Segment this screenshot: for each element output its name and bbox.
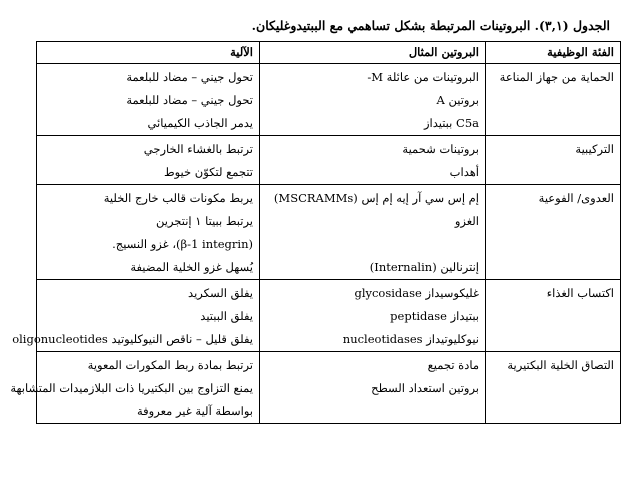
protein-text: إنترنالين (Internalin) xyxy=(369,260,479,274)
category-cell xyxy=(486,64,621,136)
protein-cell xyxy=(260,136,486,185)
protein-cell xyxy=(260,280,486,352)
mechanism-cell xyxy=(37,64,260,136)
protein-text: الغزو xyxy=(454,214,479,228)
mechanism-text: يُسهل غزو الخلية المضيفة xyxy=(130,260,253,274)
mechanism-text: يفلق السكريد xyxy=(188,286,253,300)
protein-text: بروتينات شحمية xyxy=(402,142,479,156)
table-row xyxy=(37,136,621,185)
table-caption: الجدول (٣,١). البروتينات المرتبطة بشكل تساهمي مع الببتيدوغليكان. xyxy=(251,18,610,33)
category-text: اكتساب الغذاء xyxy=(546,286,614,300)
mechanism-cell xyxy=(10,352,260,424)
protein-text: C5a ببتيداز xyxy=(423,116,479,130)
mechanism-text: تحول جيني – مضاد للبلعمة xyxy=(126,70,253,84)
protein-text: بروتين استعداد السطح xyxy=(371,381,479,395)
category-text: التركيبية xyxy=(575,142,614,156)
table-row xyxy=(37,64,621,136)
category-cell xyxy=(486,352,621,424)
category-text: الحماية من جهاز المناعة xyxy=(499,70,614,84)
table-row xyxy=(37,280,621,352)
mechanism-text: تتجمع لتكوّن خيوط xyxy=(163,165,253,179)
proteins-table xyxy=(10,41,621,424)
mechanism-cell xyxy=(37,136,260,185)
protein-text xyxy=(266,233,479,256)
protein-cell xyxy=(260,352,486,424)
protein-text: غليكوسيداز glycosidase xyxy=(354,286,479,300)
category-cell xyxy=(486,185,621,280)
table-header-row xyxy=(37,42,621,64)
category-text: العدوى/ الفوعية xyxy=(538,191,614,205)
protein-text: ببتيداز peptidase xyxy=(390,309,479,323)
protein-text: البروتينات من عائلة M- xyxy=(367,70,479,84)
category-text: التصاق الخلية البكتيرية xyxy=(507,358,614,372)
table-row xyxy=(37,352,621,424)
mechanism-text: تحول جيني – مضاد للبلعمة xyxy=(126,93,253,107)
header-mechanism: الآلية xyxy=(37,42,260,64)
category-cell xyxy=(486,136,621,185)
mechanism-cell xyxy=(37,185,260,280)
protein-cell xyxy=(260,64,486,136)
mechanism-text: يفلق قليل – ناقص النيوكليوتيد oligonucleotides xyxy=(12,332,253,346)
table-row xyxy=(37,185,621,280)
mechanism-text: يدمر الجاذب الكيميائي xyxy=(147,116,253,130)
mechanism-text: ترتبط بمادة ربط المكورات المعوية xyxy=(87,358,253,372)
header-protein: البروتين المثال xyxy=(260,42,486,64)
category-cell xyxy=(486,280,621,352)
header-category: الفئة الوظيفية xyxy=(486,42,621,64)
protein-text: إم إس سي آر إيه إم إس (MSCRAMMs) xyxy=(273,191,479,205)
mechanism-text: يرتبط ببيتا ١ إنتجرين xyxy=(156,214,253,228)
protein-text: بروتين A xyxy=(436,93,479,107)
mechanism-text: ترتبط بالغشاء الخارجي xyxy=(143,142,253,156)
mechanism-text: يفلق الببتيد xyxy=(200,309,253,323)
protein-text: أهداب xyxy=(449,165,479,179)
mechanism-cell xyxy=(12,280,260,352)
protein-text: نيوكليوتيداز nucleotidases xyxy=(342,332,479,346)
mechanism-text: يمنع التزاوج بين البكتيريا ذات البلازميدات المتشابهة xyxy=(10,381,253,395)
mechanism-text: يربط مكونات قالب خارج الخلية xyxy=(103,191,253,205)
mechanism-text: (β-1 integrin)، غزو النسيج. xyxy=(112,237,253,251)
protein-cell xyxy=(260,185,486,280)
mechanism-text: بواسطة آلية غير معروفة xyxy=(137,404,253,418)
protein-text: مادة تجميع xyxy=(427,358,479,372)
